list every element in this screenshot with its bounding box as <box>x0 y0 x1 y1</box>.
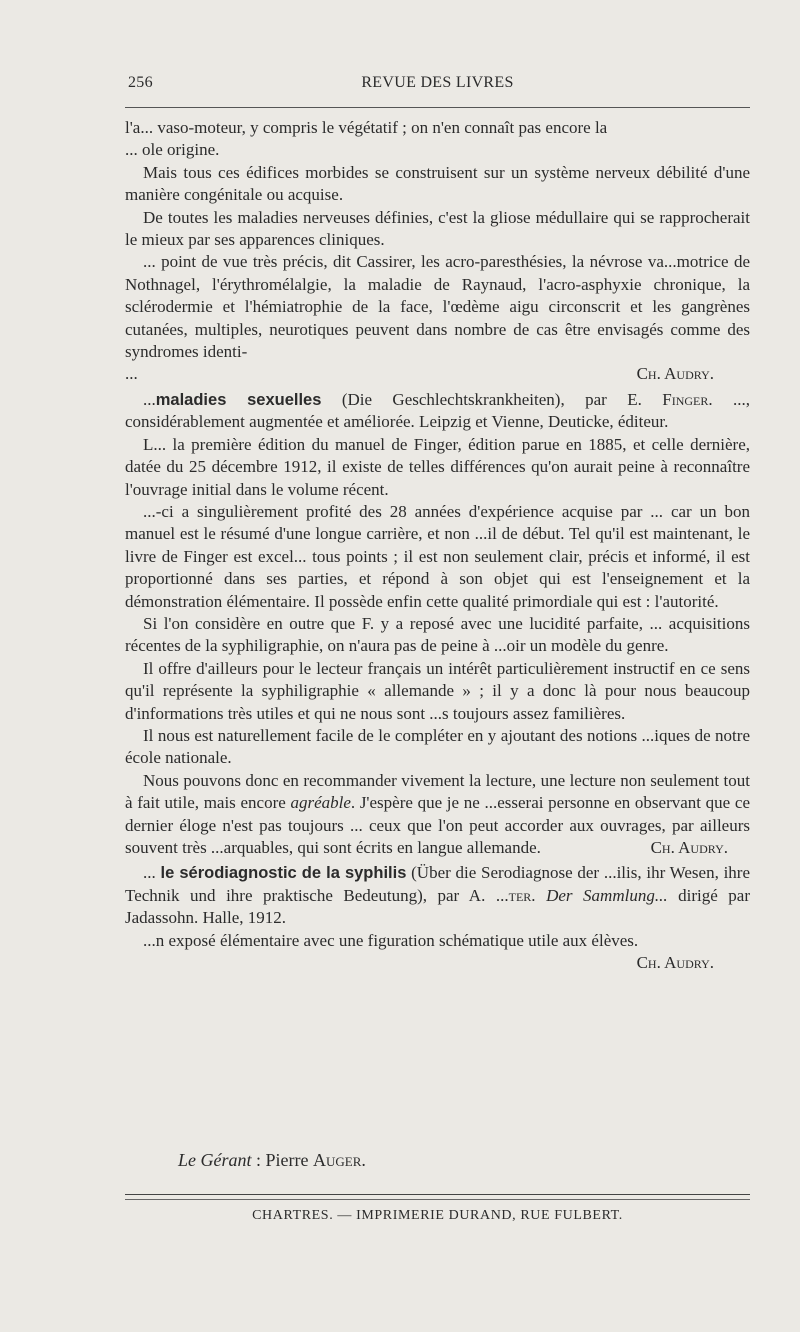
review3-title: le sérodiagnostic de la syphilis <box>160 864 407 883</box>
review3-heading <box>125 862 750 929</box>
gerant-name: Auger <box>312 1150 362 1170</box>
review2-signature: Ch. Audry. <box>650 838 728 857</box>
review1-line: ... ole origine. <box>125 140 220 160</box>
managing-editor-line <box>178 1150 366 1171</box>
review3-series: Der Sammlung... <box>546 885 668 905</box>
review3-title-mid: . <box>531 885 547 905</box>
review2-title: maladies sexuelles <box>155 390 322 409</box>
gerant-label: Le Gérant <box>178 1150 252 1170</box>
review3-signature-line <box>125 952 750 974</box>
review2-emphasis: agréable <box>290 793 351 813</box>
review2-title-end: . <box>708 389 713 409</box>
review2-text: . J'espère que je ne ...esserai personne en observant que ce dernier éloge n'est pas toujours ... ceux que l'on peut accorder aux ouvrages, par ailleurs souvent très ...arquables, qui sont écrits en langue allemande. <box>125 793 750 857</box>
review2-paragraph: Il offre d'ailleurs pour le lecteur français un intérêt particulièrement instructif en ce sens qu'il représente la syphiligraphie « allemande » ; il y a donc là pour nous beaucoup d'informations très utiles et qui ne nous sont ...s toujours assez familières. <box>125 658 750 723</box>
review2-heading <box>125 389 750 434</box>
review2-publisher: Deuticke, éditeur. <box>548 412 669 432</box>
review1-line: ... <box>125 364 138 384</box>
review1-line: l'a... vaso-moteur, y compris le végétatif ; on n'en connaît pas encore la <box>125 118 608 137</box>
review2-title-prefix: ... <box>143 389 156 409</box>
review2-paragraph: L... la première édition du manuel de Finger, édition parue en 1885, et celle dernière, datée du 25 décembre 1912, il existe de telles différences qu'on aurait peine à reconnaître l'ouvrage initial dans le volume récent. <box>125 434 750 499</box>
review2-paragraph-final <box>125 770 750 860</box>
gerant-end: . <box>361 1150 366 1170</box>
review1-paragraph: De toutes les maladies nerveuses définies, c'est la gliose médullaire qui se rapprocherait le mieux par ses apparences cliniques. <box>125 207 750 250</box>
running-title: REVUE DES LIVRES <box>361 74 514 91</box>
footer-rule-thick <box>125 1194 750 1195</box>
review2-author: Finger <box>662 389 709 409</box>
review3-signature: Ch. Audry. <box>636 953 714 973</box>
review3-summary: ...n exposé élémentaire avec une figuration schématique utile aux élèves. <box>143 930 639 950</box>
review1-signature: Ch. Audry. <box>636 364 714 384</box>
footer-rule-thin <box>125 1199 750 1200</box>
review2-text: Nous pouvons donc en recommander vivement la lecture, une lecture non seulement tout à fait utile, mais encore <box>125 770 750 813</box>
review3-author: ...ter <box>495 885 532 905</box>
review1-paragraph: ... point de vue très précis, dit Cassirer, les acro-paresthésies, la névrose va...motrice de Nothnagel, l'érythromélalgie, la maladie de Raynaud, l'acro-asphyxie chronique, la sclérodermie et l'hémiatrophie de la face, l'œdème aigu circonscrit et les gangrènes cutanées, multiples, neurotiques peuvent dans nombre de cas être envisagés comme des syndromes identi- <box>125 252 750 362</box>
review3-title-end: dirigé par Jadassohn. Halle, 1912. <box>125 885 750 928</box>
review2-paragraph: Si l'on considère en outre que F. y a reposé avec une lucidité parfaite, ... acquisitions récentes de la syphiligraphie, on n'aura pas de peine à ...oir un modèle du genre. <box>125 613 750 656</box>
review3-title-rest: (Über die Serodiagnose der ...ilis, ihr Wesen, ihre Technik und ihre praktische Bedeutung), par A. <box>125 863 751 905</box>
review2-paragraph: Il nous est naturellement facile de le compléter en y ajoutant des notions ...iques de notre école nationale. <box>125 725 750 768</box>
printer-imprint: CHARTRES. — IMPRIMERIE DURAND, RUE FULBERT. <box>252 1208 623 1223</box>
running-header <box>125 74 750 98</box>
page-body <box>125 117 750 974</box>
gerant-sep: : Pierre <box>251 1150 313 1170</box>
review2-title-rest: (Die Geschlechtskrankheiten), par E. <box>321 389 663 409</box>
header-rule <box>125 107 750 108</box>
review2-paragraph: ...-ci a singulièrement profité des 28 années d'expérience acquise par ... car un bon manuel est le résumé d'une longue carrière, et non ...il de début. Tel qu'il est maintenant, le livre de Finger est excel... tous points ; il est non seulement clair, précis et informé, il est proportionné dans ses parties, et répond à son objet qui est l'enseignement et la démonstration élémentaire. Il possède enfin cette qualité primordiale qui est : l'autorité. <box>125 501 750 611</box>
page-number: 256 <box>128 74 153 91</box>
review1-paragraph: Mais tous ces édifices morbides se construisent sur un système nerveux débilité d'une manière congénitale ou acquise. <box>125 162 750 205</box>
review2-edition: ..., considérablement augmentée et améliorée. Leipzig et Vienne, <box>125 389 751 432</box>
review3-title-prefix: ... <box>143 863 161 883</box>
